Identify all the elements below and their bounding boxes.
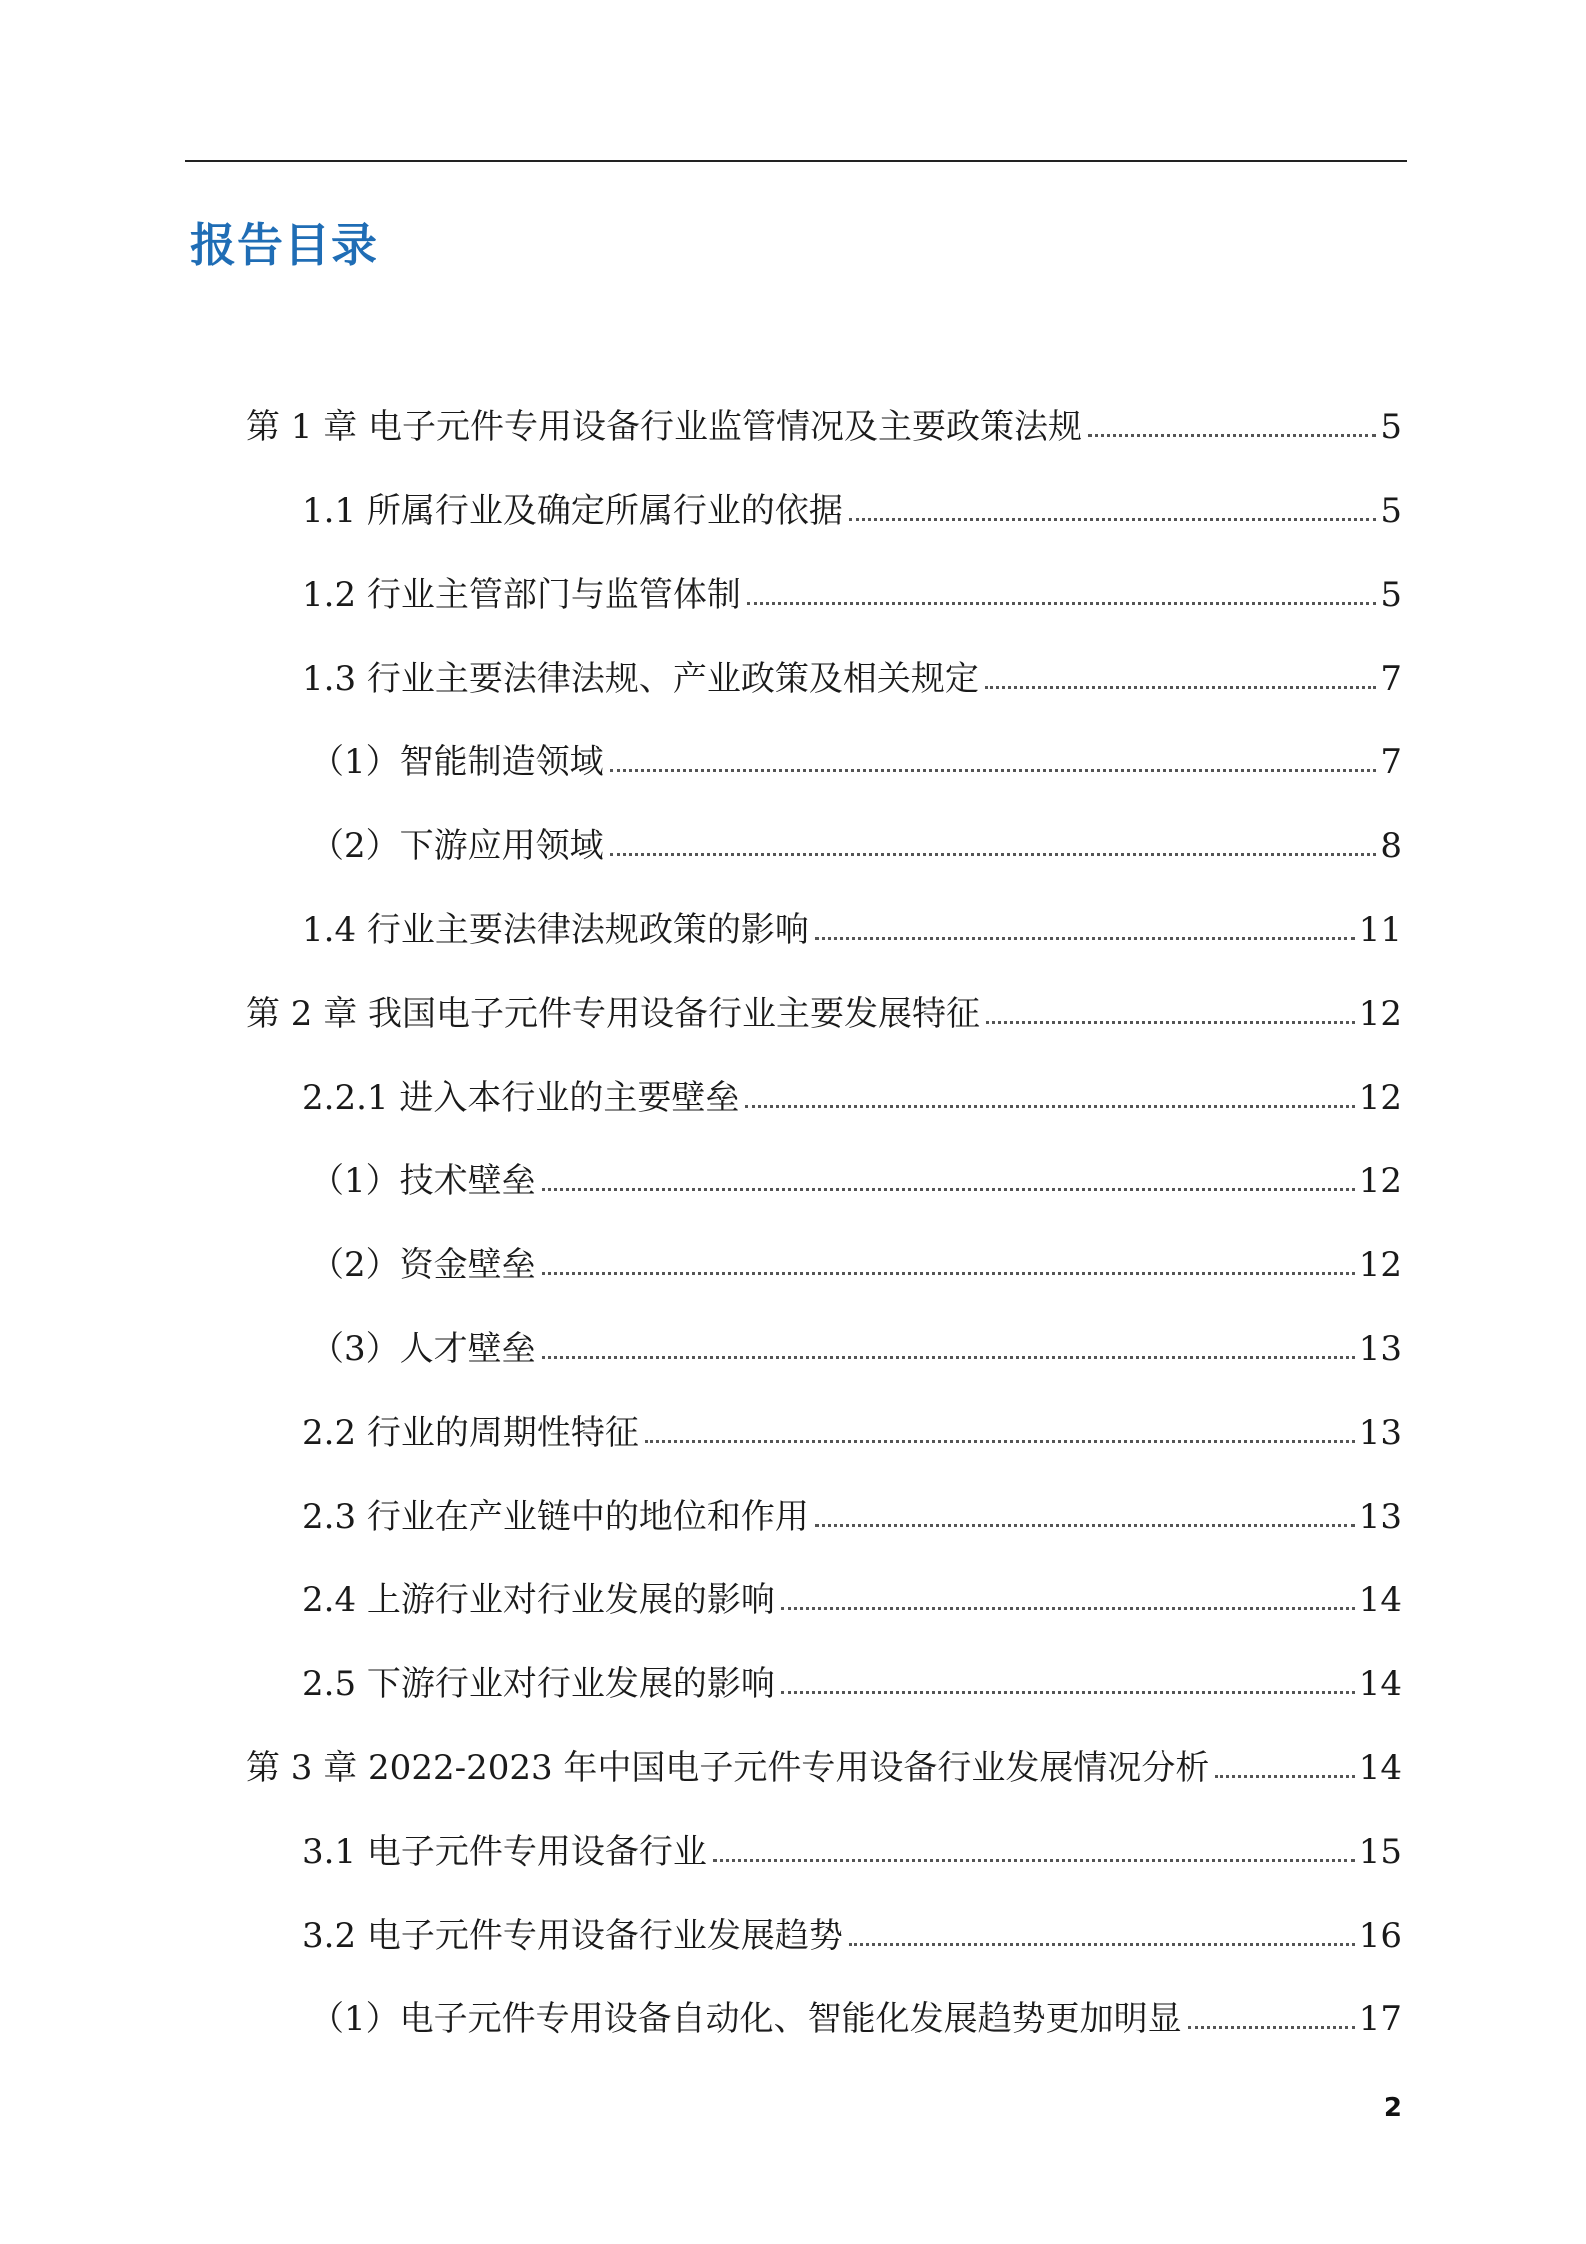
toc-leader-dots — [1088, 434, 1376, 437]
toc-leader-dots — [781, 1691, 1355, 1694]
toc-entry-label: 2.2 行业的周期性特征 — [302, 1412, 639, 1453]
toc-leader-dots — [986, 1021, 1355, 1024]
toc-entry-page: 12 — [1358, 993, 1402, 1034]
toc-leader-dots — [542, 1356, 1355, 1359]
toc-entry-page: 5 — [1380, 490, 1402, 531]
toc-leader-dots — [542, 1272, 1355, 1275]
toc-leader-dots — [1188, 2026, 1355, 2029]
toc-entry-label: 3.2 电子元件专用设备行业发展趋势 — [302, 1915, 843, 1956]
toc-entry-label: 第 3 章 2022-2023 年中国电子元件专用设备行业发展情况分析 — [246, 1747, 1210, 1788]
toc-entry-page: 17 — [1358, 1998, 1402, 2039]
toc-entry-page: 14 — [1358, 1663, 1402, 1704]
toc-section-3-2[interactable] — [302, 1905, 1402, 1955]
toc-section-1-1[interactable] — [302, 480, 1402, 530]
toc-leader-dots — [745, 1105, 1354, 1108]
toc-section-2-5[interactable] — [302, 1653, 1402, 1703]
toc-section-1-4[interactable] — [302, 899, 1402, 949]
toc-section-3-1[interactable] — [302, 1821, 1402, 1871]
toc-leader-dots — [985, 686, 1376, 689]
toc-entry-page: 7 — [1380, 658, 1402, 699]
toc-entry-page: 13 — [1358, 1412, 1402, 1453]
toc-section-2-4[interactable] — [302, 1569, 1402, 1619]
toc-leader-dots — [1215, 1775, 1354, 1778]
toc-section-2-2[interactable] — [302, 1402, 1402, 1452]
toc-entry-label: 1.3 行业主要法律法规、产业政策及相关规定 — [302, 658, 979, 699]
toc-section-2-3[interactable] — [302, 1486, 1402, 1536]
toc-entry-page: 8 — [1380, 825, 1402, 866]
toc-leader-dots — [610, 853, 1377, 856]
toc-entry-page: 5 — [1380, 574, 1402, 615]
toc-entry-page: 14 — [1358, 1747, 1402, 1788]
toc-entry-page: 12 — [1358, 1160, 1402, 1201]
page-number: 2 — [1383, 2093, 1402, 2123]
toc-entry-page: 12 — [1358, 1077, 1402, 1118]
toc-entry-page: 12 — [1358, 1244, 1402, 1285]
toc-leader-dots — [610, 769, 1377, 772]
toc-entry-label: （3）人才壁垒 — [310, 1328, 536, 1369]
toc-section-1-3[interactable] — [302, 648, 1402, 698]
toc-entry-page: 13 — [1358, 1328, 1402, 1369]
page-title: 报告目录 — [190, 218, 378, 272]
toc-entry-label: 第 1 章 电子元件专用设备行业监管情况及主要政策法规 — [246, 406, 1083, 447]
toc-subitem-1-3-2[interactable] — [310, 815, 1402, 865]
toc-entry-label: （1）电子元件专用设备自动化、智能化发展趋势更加明显 — [310, 1998, 1182, 2039]
toc-leader-dots — [849, 1943, 1355, 1946]
toc-leader-dots — [781, 1607, 1355, 1610]
toc-leader-dots — [815, 1524, 1355, 1527]
toc-entry-page: 7 — [1380, 741, 1402, 782]
toc-subitem-2-2-1-1[interactable] — [310, 1150, 1402, 1200]
toc-entry-label: 1.4 行业主要法律法规政策的影响 — [302, 909, 809, 950]
toc-leader-dots — [713, 1859, 1355, 1862]
toc-entry-page: 15 — [1358, 1831, 1402, 1872]
toc-leader-dots — [747, 602, 1376, 605]
toc-leader-dots — [849, 518, 1376, 521]
toc-entry-label: （1）技术壁垒 — [310, 1160, 536, 1201]
toc-entry-label: 3.1 电子元件专用设备行业 — [302, 1831, 707, 1872]
toc-entry-label: （2）资金壁垒 — [310, 1244, 536, 1285]
toc-subitem-1-3-1[interactable] — [310, 731, 1402, 781]
toc-entry-page: 11 — [1358, 909, 1402, 950]
toc-entry-label: 1.1 所属行业及确定所属行业的依据 — [302, 490, 843, 531]
toc-entry-page: 13 — [1358, 1496, 1402, 1537]
toc-entry-label: 2.5 下游行业对行业发展的影响 — [302, 1663, 775, 1704]
toc-entry-label: 2.2.1 进入本行业的主要壁垒 — [302, 1077, 740, 1118]
toc-section-1-2[interactable] — [302, 564, 1402, 614]
toc-entry-label: 2.4 上游行业对行业发展的影响 — [302, 1579, 775, 1620]
toc-leader-dots — [815, 937, 1355, 940]
toc-entry-label: 1.2 行业主管部门与监管体制 — [302, 574, 741, 615]
toc-entry-page: 5 — [1380, 406, 1402, 447]
toc-entry-label: 2.3 行业在产业链中的地位和作用 — [302, 1496, 809, 1537]
toc-subitem-2-2-1-2[interactable] — [310, 1234, 1402, 1284]
toc-chapter-1[interactable] — [246, 396, 1402, 446]
toc-leader-dots — [645, 1440, 1355, 1443]
toc-section-2-2-1[interactable] — [302, 1067, 1402, 1117]
toc-entry-label: 第 2 章 我国电子元件专用设备行业主要发展特征 — [246, 993, 981, 1034]
toc-chapter-3[interactable] — [246, 1737, 1402, 1787]
toc-entry-label: （2）下游应用领域 — [310, 825, 604, 866]
toc-subitem-2-2-1-3[interactable] — [310, 1318, 1402, 1368]
toc-chapter-2[interactable] — [246, 983, 1402, 1033]
toc-entry-page: 14 — [1358, 1579, 1402, 1620]
toc-entry-label: （1）智能制造领域 — [310, 741, 604, 782]
toc-entry-page: 16 — [1358, 1915, 1402, 1956]
toc-leader-dots — [542, 1188, 1355, 1191]
toc-subitem-3-2-1[interactable] — [310, 1988, 1402, 2038]
